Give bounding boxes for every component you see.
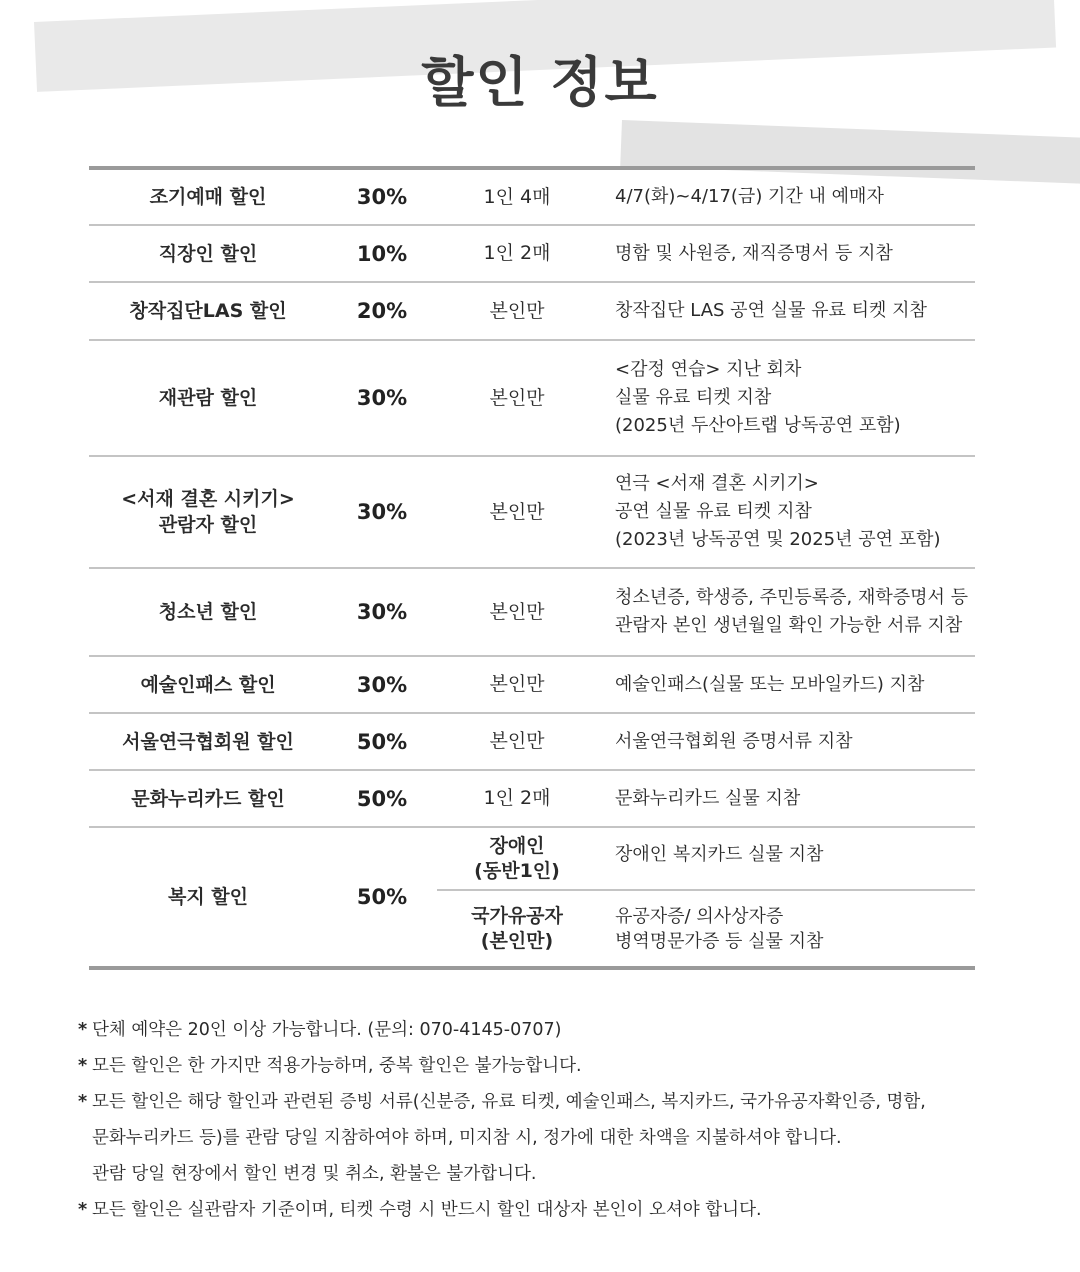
text-line: 본인만 <box>489 730 545 752</box>
ticket-limit <box>437 340 597 456</box>
ticket-limit <box>437 770 597 827</box>
text-line: 장애인 <box>489 834 545 857</box>
notice-text: 모든 할인은 한 가지만 적용가능하며, 중복 할인은 불가능합니다. <box>92 1056 582 1076</box>
ticket-limit <box>437 827 597 890</box>
discount-rate: 30% <box>327 340 437 456</box>
notice-item <box>78 1156 1038 1192</box>
required-docs <box>597 713 975 770</box>
discount-rate: 50% <box>356 885 408 909</box>
required-docs <box>597 827 975 890</box>
discount-name <box>89 168 327 225</box>
text-line: 연극 <서재 결혼 시키기> <box>615 473 819 494</box>
ticket-limit <box>437 890 597 968</box>
text-line: 본인만 <box>489 299 545 322</box>
text-line: <서재 결혼 시키기> <box>121 488 295 510</box>
text-line: 1인 4매 <box>483 185 551 208</box>
required-docs <box>597 456 975 568</box>
text-line: 실물 유료 티켓 지참 <box>615 387 772 408</box>
text-line: 본인만 <box>489 386 545 409</box>
notice-item <box>78 1012 1038 1048</box>
text-line: 서울연극협회원 증명서류 지참 <box>615 730 853 752</box>
asterisk-marker: * <box>78 1020 88 1040</box>
notice-text: 모든 할인은 실관람자 기준이며, 티켓 수령 시 반드시 할인 대상자 본인이 오셔야 합니다. <box>92 1200 762 1220</box>
notice-text: 관람 당일 현장에서 할인 변경 및 취소, 환불은 불가합니다. <box>92 1164 537 1184</box>
discount-table <box>89 166 975 970</box>
notice-text: 모든 할인은 해당 할인과 관련된 증빙 서류(신분증, 유료 티켓, 예술인패스, 복지카드, 국가유공자확인증, 명함, <box>92 1092 926 1112</box>
ticket-limit <box>437 568 597 656</box>
discount-rate: 30% <box>327 568 437 656</box>
discount-name <box>89 568 327 656</box>
required-docs <box>597 340 975 456</box>
text-line: 4/7(화)~4/17(금) 기간 내 예매자 <box>615 186 884 207</box>
discount-rate: 50% <box>327 713 437 770</box>
table-row <box>89 568 975 656</box>
ticket-limit <box>437 713 597 770</box>
text-line: 본인만 <box>489 673 545 695</box>
text-line: 관람자 할인 <box>158 514 258 536</box>
text-line: 직장인 할인 <box>158 242 258 265</box>
asterisk-marker: * <box>78 1056 88 1076</box>
text-line: 본인만 <box>489 600 545 623</box>
discount-name <box>89 225 327 282</box>
discount-rate: 50% <box>327 770 437 827</box>
required-docs <box>597 656 975 713</box>
notice-item <box>78 1192 1038 1228</box>
text-line: 1인 2매 <box>483 242 551 264</box>
discount-name <box>89 770 327 827</box>
text-line: 관람자 본인 생년월일 확인 가능한 서류 지참 <box>615 615 963 636</box>
ticket-limit <box>437 168 597 225</box>
notice-item <box>78 1120 1038 1156</box>
required-docs <box>597 890 975 968</box>
text-line: 유공자증/ 의사상자증 <box>615 905 784 927</box>
discount-name <box>89 340 327 456</box>
required-docs <box>597 225 975 282</box>
text-line: 1인 2매 <box>483 787 551 809</box>
ticket-limit <box>437 656 597 713</box>
asterisk-marker: * <box>78 1092 88 1112</box>
notice-list <box>78 1012 1038 1228</box>
table-row <box>89 340 975 456</box>
text-line: <감정 연습> 지난 회차 <box>615 359 802 380</box>
notice-text: 문화누리카드 등)를 관람 당일 지참하여야 하며, 미지참 시, 정가에 대한 차액을 지불하셔야 합니다. <box>92 1128 842 1148</box>
text-line: 문화누리카드 할인 <box>131 787 285 810</box>
discount-rate: 30% <box>327 656 437 713</box>
text-line: (동반1인) <box>474 859 560 882</box>
required-docs <box>597 770 975 827</box>
text-line: (2023년 낭독공연 및 2025년 공연 포함) <box>615 529 941 550</box>
text-line: 청소년증, 학생증, 주민등록증, 재학증명서 등 <box>615 587 969 608</box>
ticket-limit <box>437 282 597 340</box>
text-line: 청소년 할인 <box>158 601 258 623</box>
notice-item <box>78 1084 1038 1120</box>
page-title: 할인 정보 <box>421 50 659 114</box>
table-row <box>89 713 975 770</box>
notice-item <box>78 1048 1038 1084</box>
table-row <box>89 456 975 568</box>
discount-name <box>89 656 327 713</box>
discount-rate: 30% <box>327 456 437 568</box>
text-line: 문화누리카드 실물 지참 <box>615 787 801 809</box>
table-row <box>89 168 975 225</box>
ticket-limit <box>437 456 597 568</box>
text-line: 명함 및 사원증, 재직증명서 등 지참 <box>615 242 893 264</box>
text-line: 병역명문가증 등 실물 지참 <box>615 930 824 952</box>
asterisk-marker: * <box>78 1200 88 1220</box>
discount-name <box>89 282 327 340</box>
discount-rate: 20% <box>327 282 437 340</box>
required-docs <box>597 568 975 656</box>
text-line: 조기예매 할인 <box>149 186 267 208</box>
discount-rate: 30% <box>327 168 437 225</box>
discount-rate: 10% <box>327 225 437 282</box>
discount-name <box>89 456 327 568</box>
text-line: (본인만) <box>480 929 554 952</box>
required-docs <box>597 282 975 340</box>
text-line: 본인만 <box>489 500 545 523</box>
notice-text: 단체 예약은 20인 이상 가능합니다. (문의: 070-4145-0707) <box>92 1020 562 1040</box>
text-line: 창작집단LAS 할인 <box>129 300 287 322</box>
discount-name: 복지 할인 <box>167 886 249 908</box>
text-line: 국가유공자 <box>471 904 563 927</box>
table-row <box>89 282 975 340</box>
table-row <box>89 770 975 827</box>
text-line: 장애인 복지카드 실물 지참 <box>615 844 824 865</box>
discount-name <box>89 713 327 770</box>
required-docs <box>597 168 975 225</box>
text-line: 예술인패스 할인 <box>140 673 276 696</box>
text-line: 창작집단 LAS 공연 실물 유료 티켓 지참 <box>615 300 927 321</box>
text-line: 재관람 할인 <box>158 387 258 409</box>
table-row-welfare <box>89 827 975 890</box>
text-line: 예술인패스(실물 또는 모바일카드) 지참 <box>615 673 925 695</box>
text-line: 공연 실물 유료 티켓 지참 <box>615 501 812 522</box>
table-row <box>89 656 975 713</box>
text-line: 서울연극협회원 할인 <box>122 730 294 753</box>
text-line: (2025년 두산아트랩 낭독공연 포함) <box>615 415 901 436</box>
ticket-limit <box>437 225 597 282</box>
table-row <box>89 225 975 282</box>
